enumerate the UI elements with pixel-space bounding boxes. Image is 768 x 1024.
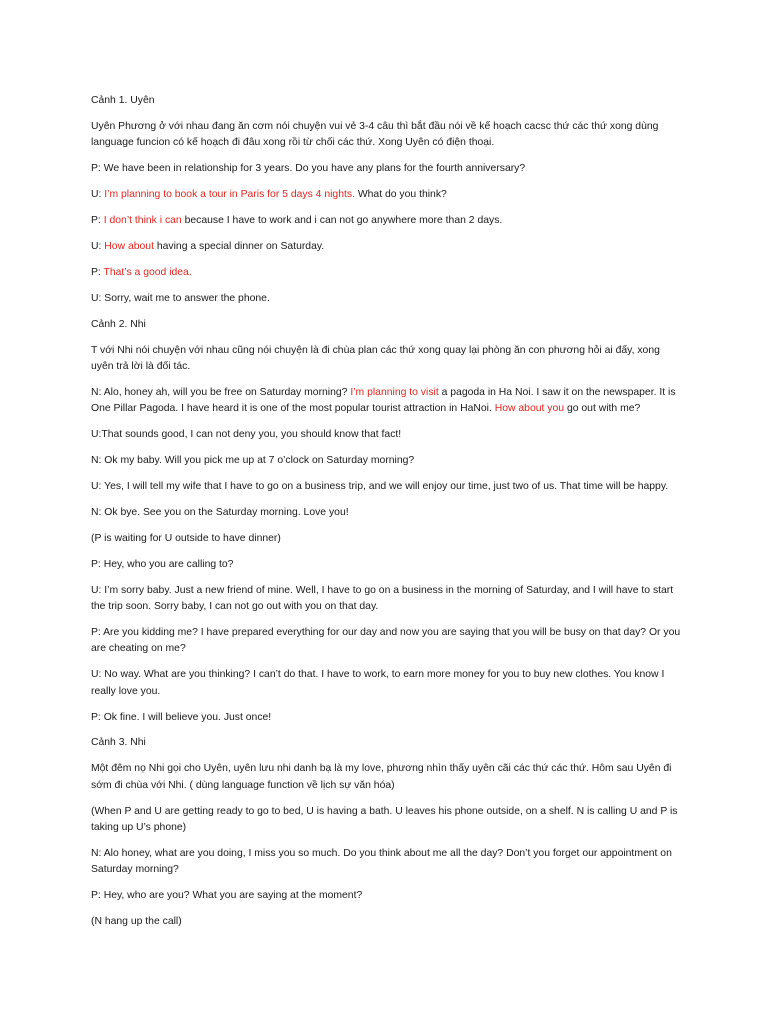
- document-paragraph: [91, 161, 683, 177]
- text-run: N: Alo honey, what are you doing, I miss you so much. Do you think about me all the day? Don’t you forget our appointment on Saturday morning?: [91, 848, 672, 876]
- highlighted-phrase: That’s a good idea.: [103, 266, 192, 278]
- document-paragraph: [91, 583, 683, 616]
- document-paragraph: [91, 385, 683, 418]
- highlighted-phrase: How about you: [494, 403, 565, 415]
- text-run: N: Ok bye. See you on the Saturday morning. Love you!: [91, 506, 349, 518]
- document-paragraph: [91, 914, 683, 930]
- document-paragraph: [91, 187, 683, 203]
- text-run: Cảnh 2. Nhi: [91, 318, 146, 330]
- document-paragraph: [91, 213, 683, 229]
- text-run: Cảnh 3. Nhi: [91, 737, 146, 749]
- document-paragraph: [91, 557, 683, 573]
- document-paragraph: [91, 265, 683, 281]
- document-paragraph: [91, 343, 683, 376]
- document-paragraph: [91, 453, 683, 469]
- text-run: because I have to work and i can not go anywhere more than 2 days.: [181, 215, 503, 227]
- document-paragraph: [91, 531, 683, 547]
- text-run: P: Are you kidding me? I have prepared everything for our day and now you are saying that you will be busy on that day? Or you are cheating on me?: [91, 626, 681, 655]
- highlighted-phrase: How about: [104, 240, 154, 252]
- text-run: P: We have been in relationship for 3 years. Do you have any plans for the fourth anniversary?: [91, 163, 526, 175]
- text-run: having a special dinner on Saturday.: [153, 240, 325, 252]
- document-paragraph: [91, 427, 683, 443]
- text-run: U:: [91, 189, 105, 201]
- text-run: (N hang up the call): [91, 916, 182, 928]
- document-paragraph: [91, 710, 683, 726]
- document-paragraph: [91, 317, 683, 333]
- text-run: Uyên Phương ở với nhau đang ăn cơm nói chuyện vui vẻ 3-4 câu thì bắt đầu nói về kế hoạch cacsc thứ các thứ xong dùng language funcion có kế hoạch đi đâu xong rồi từ chối các thứ. Xong Uyên có điện thoại.: [91, 120, 659, 149]
- document-paragraph: [91, 119, 683, 152]
- text-run: U: No way. What are you thinking? I can’t do that. I have to work, to earn more money for you to buy new clothes. You know I really love you.: [91, 669, 665, 697]
- text-run: (P is waiting for U outside to have dinner): [91, 532, 281, 544]
- text-run: U: I’m sorry baby. Just a new friend of mine. Well, I have to go on a business in the morning of Saturday, and I will have to start the trip soon. Sorry baby, I can not go out with you on that day.: [91, 584, 674, 613]
- document-paragraph: [91, 888, 683, 904]
- document-paragraph: [91, 291, 683, 307]
- text-run: U: Yes, I will tell my wife that I have to go on a business trip, and we will enjoy our time, just two of us. That time will be happy.: [91, 481, 669, 492]
- text-run: P:: [91, 266, 104, 278]
- highlighted-phrase: I’m planning to visit: [350, 386, 439, 398]
- text-run: T với Nhi nói chuyện với nhau cũng nói chuyện là đi chùa plan các thứ xong quay lại phòng ăn con phương hỏi ai đấy, xong uyên trả lời là đối tác.: [91, 344, 660, 372]
- text-run: U:That sounds good, I can not deny you, you should know that fact!: [91, 429, 402, 441]
- document-paragraph: [91, 625, 683, 658]
- text-run: P: Ok fine. I will believe you. Just once!: [91, 711, 272, 723]
- text-run: P: Hey, who are you? What you are saying at the moment?: [91, 890, 363, 902]
- text-run: Cảnh 1. Uyên: [91, 95, 155, 106]
- document-paragraph: [91, 735, 683, 751]
- text-run: U:: [91, 240, 105, 252]
- document-paragraph: [91, 761, 683, 794]
- document-paragraph: [91, 93, 683, 109]
- text-run: a pagoda in Ha Noi. I saw it on the newspaper. It is One Pillar Pagoda. I have heard it is one of the most popular tourist attraction in HaNoi.: [91, 386, 676, 415]
- document-paragraph: [91, 846, 683, 879]
- highlighted-phrase: I’m planning to book a tour in Paris for 5 days 4 nights.: [104, 189, 355, 201]
- document-paragraph: [91, 239, 683, 255]
- text-run: go out with me?: [564, 403, 641, 415]
- text-run: N: Ok my baby. Will you pick me up at 7 o’clock on Saturday morning?: [91, 455, 415, 467]
- text-run: N: Alo, honey ah, will you be free on Saturday morning?: [91, 386, 351, 398]
- document-paragraph: [91, 804, 683, 837]
- text-run: P:: [91, 215, 104, 227]
- document-paragraph: [91, 479, 683, 495]
- text-run: P: Hey, who you are calling to?: [91, 558, 234, 570]
- document-paragraph: [91, 505, 683, 521]
- text-run: (When P and U are getting ready to go to bed, U is having a bath. U leaves his phone outside, on a shelf. N is calling U and P is taking up U’s phone): [91, 805, 678, 834]
- text-run: What do you think?: [354, 189, 447, 201]
- highlighted-phrase: I don’t think i can: [103, 215, 182, 227]
- text-run: Một đêm nọ Nhi gọi cho Uyên, uyên lưu nhi danh bạ là my love, phương nhìn thấy uyên cãi các thứ các thứ. Hôm sau Uyên đi sớm đi chùa với Nhi. ( dùng language function về lịch sự văn hóa): [91, 763, 672, 791]
- document-paragraph: [91, 667, 683, 700]
- text-run: U: Sorry, wait me to answer the phone.: [91, 292, 270, 304]
